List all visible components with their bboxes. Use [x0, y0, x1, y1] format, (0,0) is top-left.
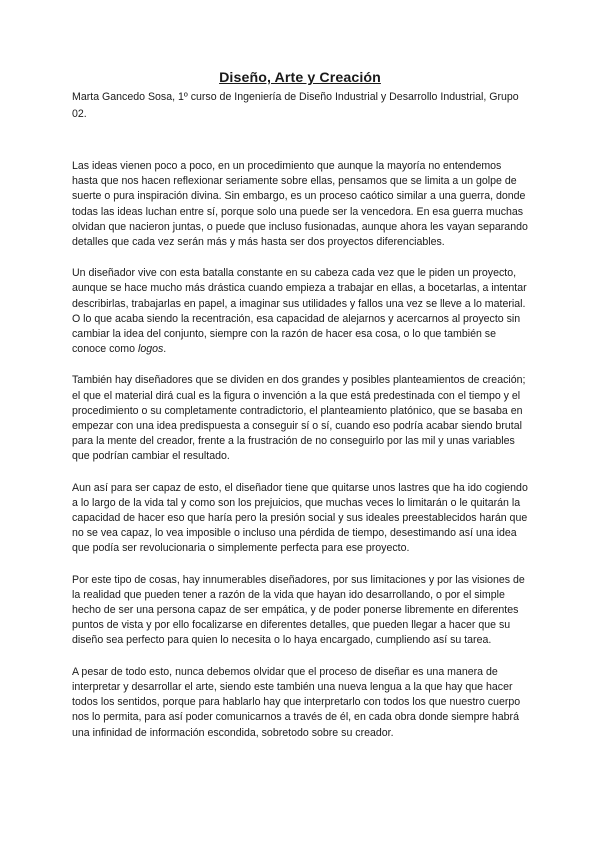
paragraph-2-text: Un diseñador vive con esta batalla constante en su cabeza cada vez que le piden un proyecto, aunque se hace mucho más drástica cuando empieza a trabajar en ellas, a bocetarlas, a intentar describirlas, trabajarlas en papel, a imaginar sus utilidades y fallos una vez se lleve a lo material. O lo que acaba siendo la recentración, esa capacidad de alejarnos y acercarnos al proyecto sin cambiar la idea del conjunto, siempre con la razón de hacer esa cosa, o lo que también se conoce como — [72, 267, 527, 356]
paragraph-6: A pesar de todo esto, nunca debemos olvidar que el proceso de diseñar es una manera de interpretar y desarrollar el arte, siendo este también una nueva lengua a la que hay que hacer todos los sentidos, porque para hablarlo hay que interpretarlo con todos los que nuestro cuerpo nos lo permita, para así poder comunicarnos a través de él, en cada obra donde siempre habrá una infinidad de información escondida, sobretodo sobre su creador. — [72, 665, 521, 739]
paragraph-1: Las ideas vienen poco a poco, en un procedimiento que aunque la mayoría no entendemos hasta que nos hacen reflexionar seriamente sobre ellas, pensamos que se limita a un golpe de suerte o pura inspiración divina. Sin embargo, es un proceso caótico similar a una guerra, donde todas las ideas luchan entre sí, porque solo una puede ser la vencedora. En esa guerra muchas olvidan que nacieron juntas, o puede que incluso fusionadas, aunque ahora les vayan separando detalles que cada vez serán más y más hasta ser dos proyectos diferenciables. — [72, 160, 528, 249]
paragraph-3: También hay diseñadores que se dividen en dos grandes y posibles planteamientos de creación; el que el material dirá cual es la figura o invención a la que está predestinada con el tiempo y el procedimiento o su completamente contradictorio, el planteamiento platónico, que se basaba en empezar con una idea predispuesta a conseguir sí o sí, cuando eso podría acabar siendo brutal para la mente del creador, frente a la frustración de no conseguirlo por las mil y unas variables que podrían cambiar el resultado. — [72, 374, 526, 463]
paragraph-2 — [72, 266, 528, 357]
paragraph-4: Aun así para ser capaz de esto, el diseñador tiene que quitarse unos lastres que ha ido cogiendo a lo largo de la vida tal y como son los prejuicios, que muchas veces lo limitarán o le quitarán la capacidad de hacer eso que haría pero la presión social y sus ideales preestablecidos harán que no se vea capaz, lo vea imposible o incluso una pérdida de tiempo, desestimando así una idea que podía ser revolucionaria o simplemente perfecta para ese proyecto. — [72, 481, 528, 555]
author-line: Marta Gancedo Sosa, 1º curso de Ingeniería de Diseño Industrial y Desarrollo Industrial, Grupo 02. — [72, 91, 519, 120]
paragraph-5: Por este tipo de cosas, hay innumerables diseñadores, por sus limitaciones y por las visiones de la realidad que pueden tener a razón de la vida que hayan ido desarrollando, o por el simple hecho de ser una persona capaz de ser empática, y de poder ponerse libremente en diferentes puntos de vista y por ello focalizarse en diferentes detalles, que pueden llegar a hacer que su diseño sea perfecto para quien lo necesita o lo haya encargado, cumpliendo así su tarea. — [72, 573, 525, 647]
italic-term: logos — [137, 343, 164, 356]
document-page — [72, 70, 528, 757]
italic-term-suffix: . — [163, 343, 167, 356]
document-title: Diseño, Arte y Creación — [219, 70, 381, 86]
